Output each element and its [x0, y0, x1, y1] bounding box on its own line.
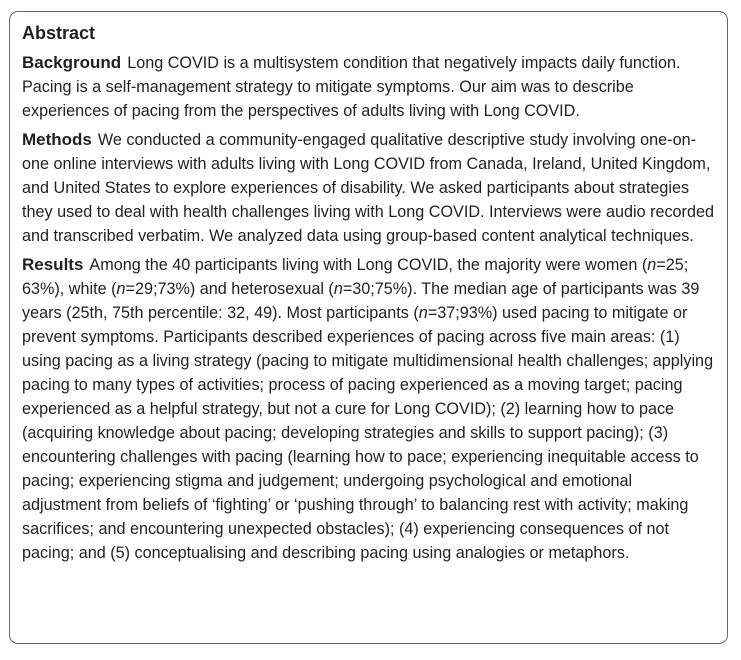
- results-n-heterosexual: n: [333, 280, 343, 298]
- background-section: [22, 51, 715, 123]
- methods-label: Methods: [22, 130, 92, 149]
- results-text-part4: =30;75%). The median age of participants was 39 years (25th, 75th percentile: 32, 49). Most participants (: [22, 280, 700, 322]
- results-section: [22, 253, 715, 565]
- results-label: Results: [22, 255, 84, 274]
- background-text: Long COVID is a multisystem condition that negatively impacts daily function. Pacing is a self-management strategy to mitigate symptoms. Our aim was to describe experiences of pacing from the perspectives of adults living with Long COVID.: [22, 54, 681, 120]
- methods-section: [22, 128, 715, 248]
- methods-text: We conducted a community-engaged qualitative descriptive study involving one-on-one online interviews with adults living with Long COVID from Canada, Ireland, United Kingdom, and United States to explore experiences of disability. We asked participants about strategies they used to deal with health challenges living with Long COVID. Interviews were audio recorded and transcribed verbatim. We analyzed data using group-based content analytical techniques.: [22, 131, 714, 245]
- results-n-pacing: n: [418, 304, 428, 322]
- results-n-women: n: [647, 256, 657, 274]
- abstract-box: [9, 11, 728, 644]
- results-n-white: n: [116, 280, 126, 298]
- results-text-part2: =25; 63%), white (: [22, 256, 689, 298]
- results-text-part5: =37;93%) used pacing to mitigate or prevent symptoms. Participants described experiences of pacing across five main areas: (1) using pacing as a living strategy (pacing to mitigate multidimensional health challenges; applying pacing to many types of activities; process of pacing experienced as a moving target; pacing experienced as a helpful strategy, but not a cure for Long COVID); (2) learning how to pace (acquiring knowledge about pacing; developing strategies and skills to support pacing); (3) encountering challenges with pacing (learning how to pace; experiencing inequitable access to pacing; experiencing stigma and judgement; undergoing psychological and emotional adjustment from beliefs of ‘fighting’ or ‘pushing through’ to balancing rest with activity; making sacrifices; and encountering unexpected obstacles); (4) experiencing consequences of not pacing; and (5) conceptualising and describing pacing using analogies or metaphors.: [22, 304, 714, 562]
- background-label: Background: [22, 53, 122, 72]
- results-text-part3: =29;73%) and heterosexual (: [125, 280, 334, 298]
- results-text-part1: Among the 40 participants living with Long COVID, the majority were women (: [89, 256, 648, 274]
- abstract-heading: Abstract: [22, 23, 96, 43]
